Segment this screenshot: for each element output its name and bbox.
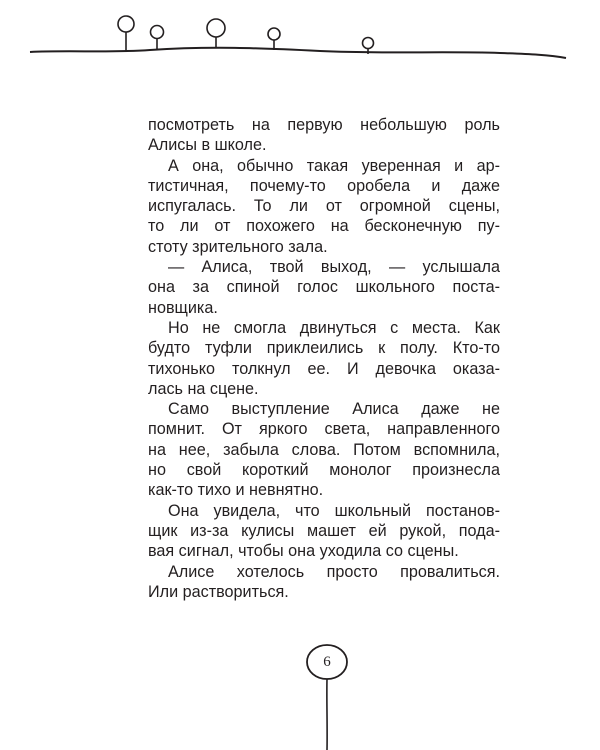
text-line: то ли от похожего на бесконечную пу- bbox=[148, 217, 500, 236]
text-line: новщика. bbox=[148, 298, 218, 317]
text-line: как-то тихо и невнятно. bbox=[148, 481, 324, 500]
paragraph bbox=[148, 562, 500, 603]
text-line: стоту зрительного зала. bbox=[148, 237, 328, 256]
paragraph bbox=[148, 399, 500, 500]
text-line: Но не смогла двинуться с места. Как bbox=[168, 318, 500, 337]
tree-icon bbox=[151, 26, 164, 51]
text-line: вая сигнал, чтобы она уходила со сцены. bbox=[148, 542, 459, 561]
text-line: тихонько толкнул ее. И девочка оказа- bbox=[148, 359, 500, 378]
paragraph bbox=[148, 257, 500, 318]
text-line: тистичная, почему-то оробела и даже bbox=[148, 176, 500, 195]
text-line: но свой короткий монолог произнесла bbox=[148, 461, 500, 480]
header-tree-illustration bbox=[0, 0, 600, 80]
text-line: она за спиной голос школьного поста- bbox=[148, 278, 500, 297]
horizon-line bbox=[30, 48, 566, 58]
text-line: испугалась. То ли от огромной сцены, bbox=[148, 197, 500, 216]
tree-icon bbox=[268, 28, 280, 50]
paragraph bbox=[148, 318, 500, 399]
text-line: Алисе хотелось просто провалиться. bbox=[168, 562, 500, 581]
text-line: — Алиса, твой выход, — услышала bbox=[168, 258, 500, 277]
text-line: будто туфли приклеились к полу. Кто-то bbox=[148, 339, 500, 358]
text-line: посмотреть на первую небольшую роль bbox=[148, 116, 500, 134]
paragraph bbox=[148, 501, 500, 562]
text-line: помнит. От яркого света, направленного bbox=[148, 420, 500, 439]
text-line: Само выступление Алиса даже не bbox=[168, 400, 500, 419]
text-line: Или раствориться. bbox=[148, 582, 289, 601]
text-line: на нее, забыла слова. Потом вспомнила, bbox=[148, 440, 500, 459]
text-line: Она увидела, что школьный постанов- bbox=[168, 501, 500, 520]
text-line: А она, обычно такая уверенная и ар- bbox=[168, 156, 500, 175]
text-line: лась на сцене. bbox=[148, 379, 259, 398]
tree-icon bbox=[207, 19, 225, 48]
paragraph bbox=[148, 115, 500, 156]
story-text bbox=[148, 115, 500, 602]
page-number-tree-illustration bbox=[0, 630, 600, 750]
paragraph bbox=[148, 156, 500, 257]
text-line: Алисы в школе. bbox=[148, 136, 267, 155]
text-line: щик из-за кулисы машет ей рукой, пода- bbox=[148, 521, 500, 540]
tree-icon bbox=[118, 16, 134, 51]
page-number: 6 bbox=[323, 654, 331, 670]
